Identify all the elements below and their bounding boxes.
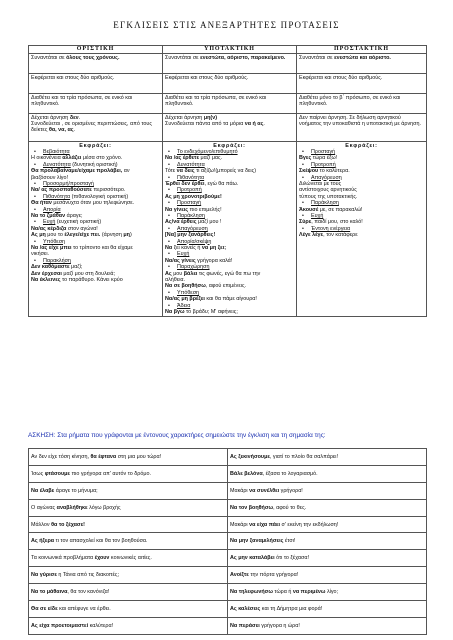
- expressions-heading: Εκφράζει:: [213, 142, 246, 149]
- cell: Συναντάται σε ενεστώτα, αόριστο, παρακείμενο.: [163, 54, 297, 74]
- expression-text: Θα ήταν μεσάνυχτα όταν μου τηλεφώνησε.: [31, 200, 135, 207]
- cell: Συναντάται σε ενεστώτα και αόριστο.: [297, 54, 427, 74]
- expression-text: Προτροπή: [311, 161, 336, 168]
- expression-text: Να /ας είχε μπει το τρίποντο και θα είχαμε: [31, 245, 133, 251]
- table-row: [29, 114, 427, 142]
- expression-text: Βεβαιότητα: [43, 148, 70, 155]
- bullet-icon: •: [302, 225, 304, 232]
- expression-text: Απορία/σκέψη: [177, 238, 212, 245]
- expression-list: [165, 149, 294, 316]
- table-row: [29, 449, 427, 466]
- expression-text: Ας/να έρθεις μαζί μου !: [165, 219, 222, 226]
- expression-text: Προσταγή: [177, 200, 202, 207]
- bullet-icon: •: [168, 302, 170, 309]
- column-header-imperative: ΠΡΟΣΤΑΚΤΙΚΗ: [297, 46, 427, 54]
- expression-text: Να/ ας προσπαθούσατε περισσότερο.: [31, 187, 126, 194]
- expression-list: [31, 149, 160, 284]
- table-row: [29, 499, 427, 516]
- exercise-sentence: Μακάρι να είχα πάει σ' εκείνη την εκδήλωση!: [228, 516, 427, 533]
- exercise-sentence: Ίσως φτάσουμε πιο γρήγορα απ' αυτόν το δρόμο.: [29, 465, 228, 482]
- expression-text: Να/ας γίνεις γρήγορα καλά!: [165, 257, 233, 264]
- bullet-icon: •: [302, 200, 304, 207]
- exercise-sentence: Ας ξεκινήσουμε, γιατί το πλοίο θα σαλπάρει!: [228, 449, 427, 466]
- exercise-sentence: Να μην ξαναμιλήσεις έτσι!: [228, 533, 427, 550]
- expressions-heading: Εκφράζει:: [345, 142, 378, 149]
- exercise-sentence: Να έλαβε άραγε το μήνυμα;: [29, 482, 228, 499]
- expression-text: Δεν έρχεσαι μαζί μου στη δουλειά;: [31, 270, 116, 277]
- expression-text: Υπόθεση: [43, 238, 66, 245]
- expression-text: Προσταγή: [311, 148, 336, 155]
- expression-text: αλήθεια.: [165, 277, 186, 284]
- exercise-sentence: Ο αγώνας αναβλήθηκε λόγω βροχής: [29, 499, 228, 516]
- expression-text: Ας μου βάλει τις φωνές, εγώ θα πω την: [165, 270, 261, 277]
- exercise-sentence: Ας ήξερα τι τον απασχολεί και θα τον βοηθούσα.: [29, 533, 228, 550]
- table-row: [29, 601, 427, 618]
- bullet-icon: •: [168, 289, 170, 296]
- cell: Συναντάται σε όλους τους χρόνους.: [29, 54, 163, 74]
- column-header-subjunctive: ΥΠΟΤΑΚΤΙΚΗ: [163, 46, 297, 54]
- bullet-icon: •: [302, 174, 304, 181]
- bullet-icon: •: [168, 251, 170, 258]
- exercise-sentence: Να περάσει γρήγορα η ώρα!: [228, 617, 427, 634]
- page-title: ΕΓΚΛΙΣΕΙΣ ΣΤΙΣ ΑΝΕΞΑΡΤΗΤΕΣ ΠΡΟΤΑΣΕΙΣ: [113, 20, 340, 30]
- cell: Διαθέτει και τα τρία πρόσωπα, σε ενικό και πληθυντικό.: [29, 94, 163, 114]
- expressions-row: [29, 142, 427, 317]
- bullet-icon: •: [168, 264, 170, 271]
- cell: Δεν παίρνει άρνηση. Σε δήλωση αρνητικού νοήματος την υποκαθιστά η υποτακτική με άρνηση.: [297, 114, 427, 142]
- expression-text: Να γίνεις πιο επιμελής!: [165, 206, 222, 213]
- table-row: [29, 516, 427, 533]
- cell: Εκφέρεται και στους δύο αριθμούς.: [297, 74, 427, 94]
- subjunctive-expressions: [163, 142, 297, 317]
- exercise-sentence: Να τον βοηθήσω, αφού το θες.: [228, 499, 427, 516]
- expression-text: Ας μη μου το έλεγε/είχε πει. (άρνηση μη): [31, 232, 132, 239]
- expression-text: Άκουσέ με, σε παρακαλώ!: [299, 206, 363, 213]
- expression-text: Τότε να δεις τι αξίζω!(μπορείς να δεις): [165, 168, 256, 175]
- expression-text: Να ξει κανείς ή να μη ξει;: [165, 245, 227, 251]
- bullet-icon: •: [168, 212, 170, 219]
- exercise-sentence: Μάλλον θα το ξέχασε!: [29, 516, 228, 533]
- bullet-icon: •: [168, 148, 170, 155]
- example-sentence: [31, 277, 160, 283]
- exercise-text: : Στα ρήματα που γράφονται με έντονους χαρακτήρες σημειώστε την έγκλιση και τη σημασία της:: [53, 432, 326, 439]
- exercise-sentence: Ας μην καταλάβει ότι το ξέχασα!: [228, 550, 427, 567]
- moods-table: [28, 45, 427, 317]
- exercise-label: ΑΣΚΗΣΗ: [28, 432, 54, 439]
- expression-text: Πιθανότητα (πιθανολογική οριστική): [43, 193, 129, 200]
- indicative-expressions: [29, 142, 163, 317]
- imperative-expressions: [297, 142, 427, 317]
- expression-text: Να/ας κέρδιζα στον αγώνα!: [31, 225, 98, 232]
- exercise-sentence: Να τηλεφωνήσω τώρα ή να περιμένω λίγο;: [228, 584, 427, 601]
- bullet-icon: •: [34, 257, 36, 264]
- bullet-icon: •: [34, 148, 36, 155]
- table-row: [29, 550, 427, 567]
- expression-text: Ευχή: [177, 251, 190, 258]
- expression-text: Δεν καθόμαστε μαζί;: [31, 264, 83, 271]
- bullet-icon: •: [302, 161, 304, 168]
- expression-text: Πρoσορμή/προσταγή: [43, 180, 94, 187]
- expression-text: Άδεια: [177, 302, 191, 309]
- bullet-icon: •: [34, 180, 36, 187]
- expression-text: νικήσει.: [31, 251, 50, 258]
- expression-text: Να /ας έρθετε μαζί μας.: [165, 155, 223, 162]
- expression-text: [Να] μην ξανάρθεις!: [165, 232, 216, 239]
- expression-text: Παραχώρηση: [177, 264, 210, 271]
- bullet-icon: •: [302, 212, 304, 219]
- table-row: [29, 584, 427, 601]
- expression-text: Απαγόρευση: [311, 174, 342, 181]
- expression-text: Παράκληση: [311, 200, 339, 207]
- expression-text: Διλώνεται με τους: [299, 180, 342, 187]
- cell: Δέχεται άρνηση μη(ν) Συνοδεύεται πάντα από τα μόρια να ή ας.: [163, 114, 297, 142]
- bullet-icon: •: [34, 161, 36, 168]
- expression-text: Προτροπή: [177, 187, 202, 194]
- expression-text: Να σε βοηθήσω, αφού επιμένεις.: [165, 283, 247, 290]
- expression-text: Ας μη χρονοτριβούμε!: [165, 193, 222, 200]
- exercise-sentence: Να το μάθαινα, θα τον κανόνιζα!: [29, 584, 228, 601]
- expression-text: Βγες τώρα έξω!: [299, 155, 338, 162]
- expression-text: Παράκληση: [177, 212, 205, 219]
- exercise-sentence: Τα κοινωνικά προβλήματα έχουν κοινωνικές αιτίες.: [29, 550, 228, 567]
- exercise-sentence: Να γύρισε η Τάνια από τις διακοπές;: [29, 567, 228, 584]
- expression-text: Παρακλήση: [43, 257, 71, 264]
- expression-text: Η οικονένεια αλλάζει μέσα στο χρόνο.: [31, 155, 123, 162]
- exercise-instruction: [28, 432, 428, 439]
- exercise-sentence: Αν δεν είχε τόση κίνηση, θα έφτανα στη μια μου τώρα!: [29, 449, 228, 466]
- exercise-sentence: Βάλε βελόνα, έξασα το λογαριασμό.: [228, 465, 427, 482]
- expression-text: Απορία: [43, 206, 61, 213]
- exercise-sentence: Θα σε είδε και απέφυγε να έρθει.: [29, 601, 228, 618]
- cell: Εκφέρεται και στους δύο αριθμούς.: [163, 74, 297, 94]
- example-sentence: [165, 309, 294, 315]
- table-row: [29, 74, 427, 94]
- bullet-icon: •: [34, 238, 36, 245]
- table-row: [29, 567, 427, 584]
- bullet-icon: •: [168, 238, 170, 245]
- bullet-icon: •: [34, 193, 36, 200]
- table-row: [29, 482, 427, 499]
- exercise-sentence: Ας καλέσεις και τη Δήμητρα μια φορά!: [228, 601, 427, 618]
- table-row: [29, 617, 427, 634]
- bullet-icon: •: [168, 174, 170, 181]
- expression-text: τύπους της υποτακτικής.: [299, 193, 358, 200]
- expression-list: [299, 149, 424, 239]
- exercise-sentence: Ας είχα προετοιμαστεί καλύτερα!: [29, 617, 228, 634]
- exercise-table: [28, 448, 427, 635]
- cell: Δέχεται άρνηση δεν. Συνοδεύεται , σε ορισμένες περιπτώσεις, από τους δείκτες θα, να, ας.: [29, 114, 163, 142]
- bullet-icon: •: [168, 161, 170, 168]
- cell: Διαθέτει και τα τρία πρόσωπα, σε ενικό και πληθυντικό.: [163, 94, 297, 114]
- bullet-icon: •: [168, 225, 170, 232]
- exercise-sentence: Ανοίξτε την πόρτα γρήγορα!: [228, 567, 427, 584]
- expression-text: Σύρε, παιδί μου, στο καλό!: [299, 219, 363, 226]
- table-row: [29, 533, 427, 550]
- exercise-rows: [29, 449, 427, 635]
- example-sentence: [299, 232, 424, 238]
- table-row: [29, 94, 427, 114]
- exercise-sentence: Μακάρι να συνέλθει γρήγορα!: [228, 482, 427, 499]
- bullet-icon: •: [302, 148, 304, 155]
- expression-text: αντίστοιχους αρνητικούς: [299, 187, 357, 194]
- bullet-icon: •: [168, 200, 170, 207]
- expression-text: Το ενδεχόμενο/επιθυμητό: [177, 148, 238, 155]
- cell: Εκφέρεται και στους δύο αριθμούς.: [29, 74, 163, 94]
- expression-text: Πιθανότητα: [177, 174, 205, 181]
- expression-text: Ευχή: [311, 212, 324, 219]
- expression-text: Έντονη ενέργεια: [311, 225, 351, 232]
- expression-text: Να το ζμάθαν άραγε;: [31, 212, 83, 219]
- expression-text: Να βγω το βράδυ; Μ' αφήνεις;: [165, 309, 238, 316]
- expression-text: βιαζόσουν λίγο!: [31, 174, 68, 181]
- expression-text: Ευχή (ευχετική οριστική): [43, 219, 102, 226]
- column-header-indicative: ΟΡΙΣΤΙΚΗ: [29, 46, 163, 54]
- expression-text: Απαγόρευση: [177, 225, 208, 232]
- expression-text: Δυνατότητα (δυνητική οριστική): [43, 161, 118, 168]
- expressions-heading: Εκφράζει:: [79, 142, 112, 149]
- cell: Διαθέτει μόνο το β΄ πρόσωπο, σε ενικό και πληθυντικό.: [297, 94, 427, 114]
- bullet-icon: •: [34, 206, 36, 213]
- expression-text: Έρθει δεν έρθει, εγώ θα πάω.: [165, 180, 239, 187]
- bullet-icon: •: [34, 219, 36, 226]
- bullet-icon: •: [168, 187, 170, 194]
- expression-text: Σκέψου το καλύτερα.: [299, 168, 350, 175]
- table-row: [29, 54, 427, 74]
- expression-text: Λέγε λέγε, τον κατάφερε: [299, 232, 358, 239]
- expression-text: Υπόθεση: [177, 289, 200, 296]
- expression-text: Να/ας μη βρέξει και θα πάμε αίγουρα!: [165, 296, 257, 303]
- expression-text: Να έκλεινες το παράθυρο. Κάνει κρύο: [31, 277, 123, 284]
- expression-text: Δυνατότητα: [177, 161, 205, 168]
- table-row: [29, 465, 427, 482]
- expression-text: Θα προλαβαίναμε/είχαμε προλάβει, αν: [31, 168, 130, 175]
